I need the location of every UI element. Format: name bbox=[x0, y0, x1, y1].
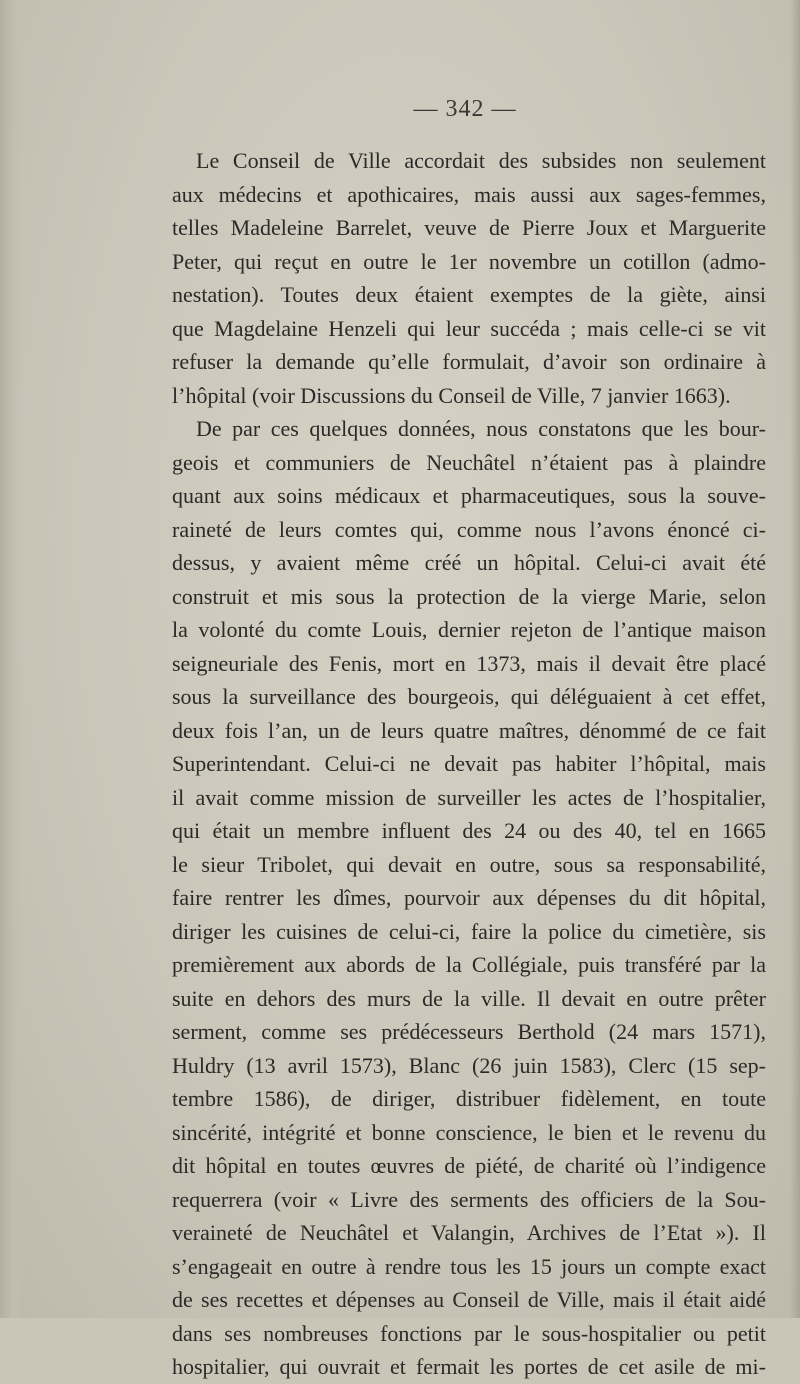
text-line: tembre 1586), de diriger, distribuer fidèlement, en toute bbox=[172, 1086, 766, 1111]
text-line: l’hôpital (voir Discussions du Conseil de Ville, 7 janvier 1663). bbox=[172, 382, 731, 408]
text-line: il avait comme mission de surveiller les actes de l’hospitalier, bbox=[172, 784, 766, 810]
text-line: raineté de leurs comtes qui, comme nous l’avons énoncé ci- bbox=[172, 516, 766, 542]
body-text bbox=[172, 144, 766, 1384]
page-edge-shadow bbox=[790, 0, 800, 1318]
text-line: Peter, qui reçut en outre le 1er novembre un cotillon (admo- bbox=[172, 248, 766, 274]
page-gutter-shadow bbox=[0, 0, 22, 1318]
text-line: dans ses nombreuses fonctions par le sous-hospitalier ou petit bbox=[172, 1320, 766, 1346]
text-line: sincérité, intégrité et bonne conscience, le bien et le revenu du bbox=[172, 1119, 766, 1145]
text-line: Huldry (13 avril 1573), Blanc (26 juin 1583), Clerc (15 sep- bbox=[172, 1052, 766, 1078]
text-line: refuser la demande qu’elle formulait, d’avoir son ordinaire à bbox=[172, 349, 766, 374]
text-line: suite en dehors des murs de la ville. Il devait en outre prêter bbox=[172, 985, 766, 1011]
text-line: diriger les cuisines de celui-ci, faire la police du cimetière, sis bbox=[172, 918, 766, 944]
text-line: s’engageait en outre à rendre tous les 15 jours un compte exact bbox=[172, 1253, 766, 1279]
text-line: Superintendant. Celui-ci ne devait pas habiter l’hôpital, mais bbox=[172, 751, 766, 776]
text-line: dit hôpital en toutes œuvres de piété, de charité où l’indigence bbox=[172, 1153, 766, 1178]
text-line: seigneuriale des Fenis, mort en 1373, mais il devait être placé bbox=[172, 650, 766, 676]
text-line: construit et mis sous la protection de la vierge Marie, selon bbox=[172, 583, 766, 609]
text-line: deux fois l’an, un de leurs quatre maîtres, dénommé de ce fait bbox=[172, 717, 766, 743]
text-line: que Magdelaine Henzeli qui leur succéda ; mais celle-ci se vit bbox=[172, 315, 766, 341]
paragraph bbox=[172, 412, 766, 1384]
text-line: serment, comme ses prédécesseurs Berthold (24 mars 1571), bbox=[172, 1019, 766, 1044]
page-number: — 342 — bbox=[413, 96, 517, 122]
text-line: sous la surveillance des bourgeois, qui déléguaient à cet effet, bbox=[172, 684, 766, 709]
text-line: telles Madeleine Barrelet, veuve de Pierre Joux et Marguerite bbox=[172, 215, 766, 240]
text-line: hospitalier, qui ouvrait et fermait les portes de cet asile de mi- bbox=[172, 1354, 766, 1379]
paragraph bbox=[172, 144, 766, 412]
text-line: geois et communiers de Neuchâtel n’étaient pas à plaindre bbox=[172, 449, 766, 475]
text-line: aux médecins et apothicaires, mais aussi aux sages-femmes, bbox=[172, 181, 766, 207]
text-line: quant aux soins médicaux et pharmaceutiques, sous la souve- bbox=[172, 483, 766, 508]
text-line: qui était un membre influent des 24 ou des 40, tel en 1665 bbox=[172, 818, 766, 843]
text-line: de ses recettes et dépenses au Conseil de Ville, mais il était aidé bbox=[172, 1287, 766, 1312]
text-line: faire rentrer les dîmes, pourvoir aux dépenses du dit hôpital, bbox=[172, 885, 766, 910]
text-line: veraineté de Neuchâtel et Valangin, Archives de l’Etat »). Il bbox=[172, 1220, 766, 1245]
text-line: le sieur Tribolet, qui devait en outre, sous sa responsabilité, bbox=[172, 851, 766, 877]
text-line: requerrera (voir « Livre des serments des officiers de la Sou- bbox=[172, 1186, 766, 1212]
text-line: premièrement aux abords de la Collégiale, puis transféré par la bbox=[172, 952, 766, 977]
text-line: Le Conseil de Ville accordait des subsides non seulement bbox=[196, 148, 766, 173]
text-line: De par ces quelques données, nous constatons que les bour- bbox=[196, 416, 766, 441]
text-line: la volonté du comte Louis, dernier rejeton de l’antique maison bbox=[172, 617, 766, 642]
text-line: dessus, y avaient même créé un hôpital. Celui-ci avait été bbox=[172, 550, 766, 575]
text-line: nestation). Toutes deux étaient exemptes de la giète, ainsi bbox=[172, 282, 766, 307]
